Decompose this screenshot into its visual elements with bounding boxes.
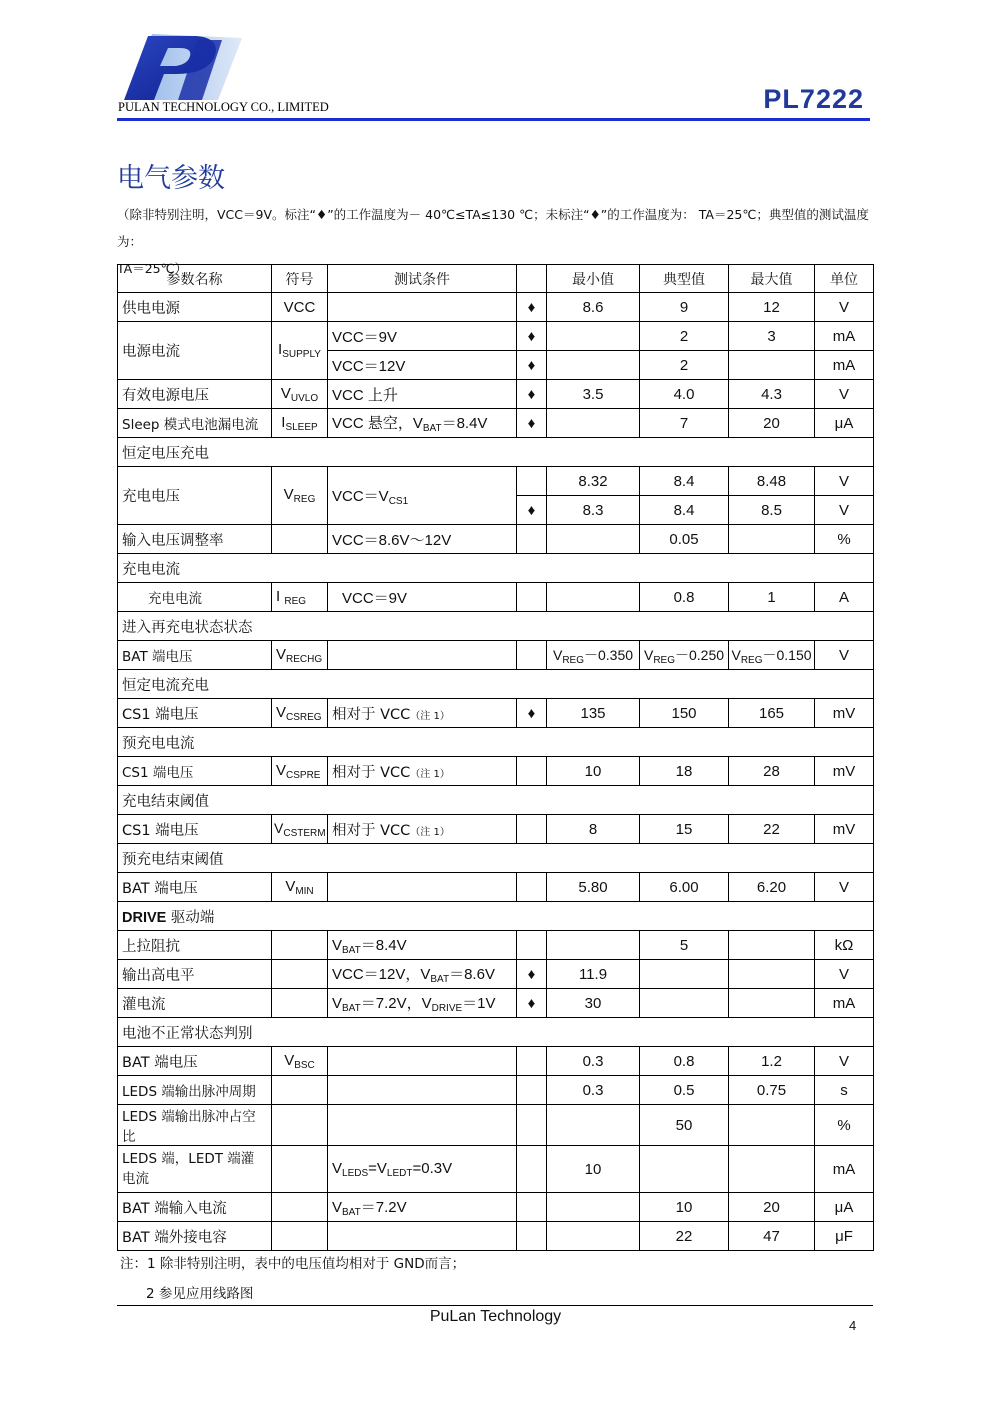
- min-value: [547, 409, 640, 438]
- param-name: 上拉阻抗: [118, 931, 272, 960]
- temp-marker: ♦: [517, 351, 547, 380]
- max-value: [729, 931, 815, 960]
- unit: mV: [815, 699, 874, 728]
- temp-marker: [517, 757, 547, 786]
- param-condition: VCC＝9V: [328, 322, 517, 351]
- temp-marker: [517, 873, 547, 902]
- param-condition: $V_{BAT}=7.2V$，$V_{DRIVE}=1V$: [328, 989, 517, 1018]
- max-value: 4.3: [729, 380, 815, 409]
- group-row: [118, 1018, 874, 1047]
- param-name: BAT 端电压: [118, 641, 272, 670]
- max-value: 20: [729, 1193, 815, 1222]
- param-name: 输出高电平: [118, 960, 272, 989]
- footnote-1: 注：1 除非特别注明，表中的电压值均相对于 GND而言；: [120, 1256, 466, 1272]
- min-value: [547, 1222, 640, 1251]
- temp-marker: [517, 525, 547, 554]
- min-value: 8.6: [547, 293, 640, 322]
- max-value: 22: [729, 815, 815, 844]
- typ-value: 0.8: [640, 1047, 729, 1076]
- min-value: [547, 931, 640, 960]
- typ-value: 6.00: [640, 873, 729, 902]
- min-value: [547, 525, 640, 554]
- max-value: [729, 989, 815, 1018]
- unit: V: [815, 467, 874, 496]
- param-symbol: $V_{UVLO}$: [272, 380, 328, 409]
- group-row: [118, 844, 874, 873]
- temp-marker: [517, 1047, 547, 1076]
- param-name: CS1 端电压: [118, 815, 272, 844]
- typ-value: [640, 989, 729, 1018]
- param-condition: $V_{BAT}=8.4V$: [328, 931, 517, 960]
- group-row: [118, 728, 874, 757]
- temp-marker: [517, 467, 547, 496]
- param-name: 输入电压调整率: [118, 525, 272, 554]
- table-row: [118, 699, 874, 728]
- param-condition: [328, 1047, 517, 1076]
- min-value: [547, 1193, 640, 1222]
- max-value: [729, 960, 815, 989]
- unit: V: [815, 960, 874, 989]
- param-condition: 相对于 VCC（注 1）: [328, 757, 517, 786]
- table-row: [118, 815, 874, 844]
- param-condition: VCC 上升: [328, 380, 517, 409]
- param-symbol: $I_{SUPPLY}$: [272, 322, 328, 380]
- param-symbol: I $_{REG}$: [272, 583, 328, 612]
- table-row: [118, 931, 874, 960]
- typ-value: 8.4: [640, 496, 729, 525]
- param-symbol: VCC: [272, 293, 328, 322]
- param-symbol: [272, 960, 328, 989]
- group-title: 恒定电压充电: [118, 438, 874, 467]
- max-value: [729, 1146, 815, 1193]
- table-row: [118, 380, 874, 409]
- max-value: [729, 1105, 815, 1146]
- max-value: [729, 351, 815, 380]
- typ-value: 0.05: [640, 525, 729, 554]
- param-symbol: $I_{SLEEP}$: [272, 409, 328, 438]
- param-condition: [328, 1222, 517, 1251]
- typ-value: 5: [640, 931, 729, 960]
- param-symbol: [272, 1146, 328, 1193]
- param-symbol: $V_{RECHG}$: [272, 641, 328, 670]
- max-value: 8.48: [729, 467, 815, 496]
- temp-marker: ♦: [517, 989, 547, 1018]
- temp-marker: [517, 1193, 547, 1222]
- min-value: 135: [547, 699, 640, 728]
- param-condition: [328, 641, 517, 670]
- unit: s: [815, 1076, 874, 1105]
- max-value: 28: [729, 757, 815, 786]
- table-row: [118, 1105, 874, 1146]
- temp-marker: [517, 1222, 547, 1251]
- header-rule: [117, 118, 870, 121]
- max-value: 1: [729, 583, 815, 612]
- typ-value: 18: [640, 757, 729, 786]
- temp-marker: [517, 583, 547, 612]
- table-row: [118, 989, 874, 1018]
- param-name: Sleep 模式电池漏电流: [118, 409, 272, 438]
- max-value: 3: [729, 322, 815, 351]
- param-symbol: $V_{CSREG}$: [272, 699, 328, 728]
- param-symbol: $V_{BSC}$: [272, 1047, 328, 1076]
- min-value: 10: [547, 757, 640, 786]
- max-value: [729, 525, 815, 554]
- group-row: [118, 902, 874, 931]
- unit: V: [815, 873, 874, 902]
- typ-value: 9: [640, 293, 729, 322]
- unit: mA: [815, 351, 874, 380]
- min-value: 0.3: [547, 1076, 640, 1105]
- max-value: 1.2: [729, 1047, 815, 1076]
- unit: V: [815, 1047, 874, 1076]
- header-cell: 最大值: [729, 265, 815, 293]
- param-condition: VCC＝12V: [328, 351, 517, 380]
- typ-value: $V_{REG}-0.250$: [640, 641, 729, 670]
- min-value: [547, 1105, 640, 1146]
- temp-marker: [517, 1105, 547, 1146]
- unit: mV: [815, 757, 874, 786]
- typ-value: 0.8: [640, 583, 729, 612]
- page-number: 4: [849, 1318, 857, 1333]
- min-value: 5.80: [547, 873, 640, 902]
- group-title: DRIVE 驱动端: [118, 902, 874, 931]
- table-row: [118, 1047, 874, 1076]
- min-value: 10: [547, 1146, 640, 1193]
- typ-value: 7: [640, 409, 729, 438]
- param-name: BAT 端外接电容: [118, 1222, 272, 1251]
- unit: μA: [815, 1193, 874, 1222]
- typ-value: 50: [640, 1105, 729, 1146]
- param-symbol: [272, 1105, 328, 1146]
- temp-marker: ♦: [517, 960, 547, 989]
- unit: V: [815, 380, 874, 409]
- unit: V: [815, 293, 874, 322]
- table-row: [118, 960, 874, 989]
- footer-company: PuLan Technology: [429, 1308, 562, 1325]
- max-value: 6.20: [729, 873, 815, 902]
- part-number: PL7222: [763, 84, 864, 114]
- param-name: LEDS 端输出脉冲周期: [118, 1076, 272, 1105]
- typ-value: 4.0: [640, 380, 729, 409]
- max-value: 0.75: [729, 1076, 815, 1105]
- unit: μA: [815, 409, 874, 438]
- typ-value: 2: [640, 351, 729, 380]
- min-value: 30: [547, 989, 640, 1018]
- param-condition: [328, 1076, 517, 1105]
- param-condition: [328, 293, 517, 322]
- max-value: 8.5: [729, 496, 815, 525]
- footnote-2: 2 参见应用线路图: [146, 1286, 254, 1302]
- header-cell: 符号: [272, 265, 328, 293]
- unit: %: [815, 1105, 874, 1146]
- unit: mV: [815, 815, 874, 844]
- group-title: 进入再充电状态状态: [118, 612, 874, 641]
- table-row: [118, 873, 874, 902]
- group-title: 充电结束阈值: [118, 786, 874, 815]
- min-value: 11.9: [547, 960, 640, 989]
- company-name: PULAN TECHNOLOGY CO., LIMITED: [118, 100, 329, 114]
- typ-value: 22: [640, 1222, 729, 1251]
- param-name: 充电电流: [118, 583, 272, 612]
- typ-value: 150: [640, 699, 729, 728]
- max-value: 20: [729, 409, 815, 438]
- group-title: 预充电电流: [118, 728, 874, 757]
- typ-value: 15: [640, 815, 729, 844]
- param-condition: 相对于 VCC（注 1）: [328, 699, 517, 728]
- param-symbol: $V_{REG}$: [272, 467, 328, 525]
- header-cell: 单位: [815, 265, 874, 293]
- group-title: 恒定电流充电: [118, 670, 874, 699]
- unit: mA: [815, 322, 874, 351]
- temp-marker: [517, 931, 547, 960]
- param-condition: [328, 873, 517, 902]
- param-condition: [328, 1105, 517, 1146]
- group-title: 电池不正常状态判别: [118, 1018, 874, 1047]
- section-title: 电气参数: [117, 163, 225, 194]
- company-logo: [118, 30, 248, 102]
- param-symbol: [272, 989, 328, 1018]
- param-condition: VCC 悬空，$V_{BAT}=8.4V$: [328, 409, 517, 438]
- table-row: [118, 1193, 874, 1222]
- param-symbol: [272, 1222, 328, 1251]
- param-name: BAT 端电压: [118, 873, 272, 902]
- param-symbol: $V_{MIN}$: [272, 873, 328, 902]
- unit: mA: [815, 1146, 874, 1193]
- table-header-row: [118, 265, 874, 293]
- unit: kΩ: [815, 931, 874, 960]
- unit: mA: [815, 989, 874, 1018]
- param-name: 有效电源电压: [118, 380, 272, 409]
- min-value: $V_{REG}-0.350$: [547, 641, 640, 670]
- param-condition: $V_{BAT}=7.2V$: [328, 1193, 517, 1222]
- header-cell: 参数名称: [118, 265, 272, 293]
- param-symbol: [272, 1076, 328, 1105]
- temp-marker: ♦: [517, 322, 547, 351]
- unit: A: [815, 583, 874, 612]
- table-row: [118, 1076, 874, 1105]
- min-value: 8: [547, 815, 640, 844]
- param-name: 电源电流: [118, 322, 272, 380]
- param-condition: 相对于 VCC（注 1）: [328, 815, 517, 844]
- temp-marker: ♦: [517, 409, 547, 438]
- unit: μF: [815, 1222, 874, 1251]
- min-value: 8.32: [547, 467, 640, 496]
- max-value: 12: [729, 293, 815, 322]
- group-row: [118, 670, 874, 699]
- min-value: 3.5: [547, 380, 640, 409]
- param-name: BAT 端输入电流: [118, 1193, 272, 1222]
- param-symbol: [272, 525, 328, 554]
- min-value: [547, 351, 640, 380]
- group-title: 充电电流: [118, 554, 874, 583]
- group-row: [118, 612, 874, 641]
- typ-value: [640, 960, 729, 989]
- temp-marker: ♦: [517, 293, 547, 322]
- group-title: 预充电结束阈值: [118, 844, 874, 873]
- typ-value: 2: [640, 322, 729, 351]
- table-row: [118, 641, 874, 670]
- table-row: [118, 757, 874, 786]
- param-condition: $V_{LEDS}=V_{LEDT}=0.3V$: [328, 1146, 517, 1193]
- unit: %: [815, 525, 874, 554]
- table-row: [118, 525, 874, 554]
- param-condition: VCC＝9V: [328, 583, 517, 612]
- temp-marker: ♦: [517, 380, 547, 409]
- temp-marker: [517, 1076, 547, 1105]
- max-value: 47: [729, 1222, 815, 1251]
- header-cell: 典型值: [640, 265, 729, 293]
- param-name: 充电电压: [118, 467, 272, 525]
- group-row: [118, 438, 874, 467]
- table-row: [118, 583, 874, 612]
- typ-value: 0.5: [640, 1076, 729, 1105]
- param-condition: VCC＝12V，$V_{BAT}=8.6V$: [328, 960, 517, 989]
- max-value: 165: [729, 699, 815, 728]
- temp-marker: [517, 1146, 547, 1193]
- min-value: 0.3: [547, 1047, 640, 1076]
- min-value: [547, 583, 640, 612]
- param-name: LEDS 端，LEDT 端灌电流: [118, 1146, 272, 1193]
- test-conditions-line1: （除非特别注明，VCC＝9V。标注“♦”的工作温度为－ 40℃≤TA≤130 ℃；未标注“♦”的工作温度为： TA＝25℃；典型值的测试温度为：: [117, 207, 869, 249]
- max-value: $V_{REG}-0.150$: [729, 641, 815, 670]
- temp-marker: ♦: [517, 496, 547, 525]
- typ-value: 8.4: [640, 467, 729, 496]
- min-value: 8.3: [547, 496, 640, 525]
- temp-marker: [517, 641, 547, 670]
- param-symbol: $V_{CSTERM}$: [272, 815, 328, 844]
- header-cell: 最小值: [547, 265, 640, 293]
- param-name: 供电电源: [118, 293, 272, 322]
- header-cell: [517, 265, 547, 293]
- unit: V: [815, 496, 874, 525]
- table-row: [118, 293, 874, 322]
- group-row: [118, 786, 874, 815]
- temp-marker: [517, 815, 547, 844]
- min-value: [547, 322, 640, 351]
- table-row: [118, 322, 874, 351]
- footer-rule: [117, 1305, 873, 1306]
- param-symbol: $V_{CSPRE}$: [272, 757, 328, 786]
- table-row: [118, 467, 874, 496]
- test-conditions-line2: TA＝25℃）: [117, 261, 188, 276]
- table-row: [118, 1222, 874, 1251]
- param-name: LEDS 端输出脉冲占空比: [118, 1105, 272, 1146]
- param-condition: $VCC=V_{CS1}$: [328, 467, 517, 525]
- typ-value: 10: [640, 1193, 729, 1222]
- param-symbol: [272, 1193, 328, 1222]
- unit: V: [815, 641, 874, 670]
- typ-value: [640, 1146, 729, 1193]
- param-symbol: [272, 931, 328, 960]
- param-name: BAT 端电压: [118, 1047, 272, 1076]
- header-cell: 测试条件: [328, 265, 517, 293]
- table-row: [118, 1146, 874, 1193]
- param-name: 灌电流: [118, 989, 272, 1018]
- param-name: CS1 端电压: [118, 699, 272, 728]
- group-row: [118, 554, 874, 583]
- temp-marker: ♦: [517, 699, 547, 728]
- parameter-table: [117, 264, 874, 1251]
- param-condition: VCC＝8.6V～12V: [328, 525, 517, 554]
- param-name: CS1 端电压: [118, 757, 272, 786]
- table-row: [118, 409, 874, 438]
